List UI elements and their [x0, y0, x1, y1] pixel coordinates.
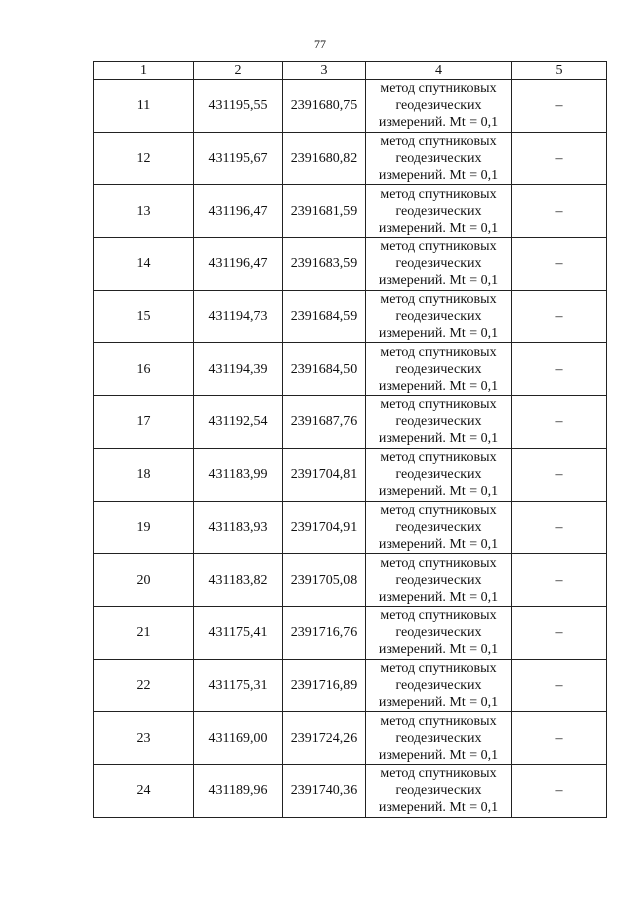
method-cell: [366, 185, 512, 238]
method-line-2: геодезических: [395, 98, 482, 114]
table-row: [94, 712, 607, 765]
method-line-1: метод спутниковых: [380, 555, 497, 571]
method-line-2: геодезических: [395, 467, 482, 483]
point-number-cell: 18: [94, 448, 194, 501]
method-line-3: измерений. Mt = 0,1: [378, 589, 499, 605]
method-line-1: метод спутниковых: [380, 660, 497, 676]
header-col-4: 4: [366, 62, 512, 80]
x-coordinate-cell: 431195,55: [194, 80, 283, 133]
method-line-2: геодезических: [395, 730, 482, 746]
point-number-cell: 24: [94, 764, 194, 817]
extra-cell: –: [512, 238, 607, 291]
point-number-cell: 22: [94, 659, 194, 712]
page-number: 77: [314, 37, 326, 51]
method-cell: [366, 448, 512, 501]
method-line-2: геодезических: [395, 783, 482, 799]
method-cell: [366, 396, 512, 449]
method-line-3: измерений. Mt = 0,1: [378, 800, 499, 816]
y-coordinate-cell: 2391681,59: [283, 185, 366, 238]
table-row: [94, 554, 607, 607]
table-row: [94, 80, 607, 133]
x-coordinate-cell: 431189,96: [194, 764, 283, 817]
method-line-1: метод спутниковых: [380, 397, 497, 413]
method-line-3: измерений. Mt = 0,1: [378, 168, 499, 184]
point-number-cell: 20: [94, 554, 194, 607]
method-line-2: геодезических: [395, 151, 482, 167]
method-line-2: геодезических: [395, 625, 482, 641]
method-line-2: геодезических: [395, 203, 482, 219]
method-line-3: измерений. Mt = 0,1: [378, 326, 499, 342]
x-coordinate-cell: 431169,00: [194, 712, 283, 765]
table-row: [94, 501, 607, 554]
extra-cell: –: [512, 185, 607, 238]
method-line-1: метод спутниковых: [380, 502, 497, 518]
point-number-cell: 15: [94, 290, 194, 343]
extra-cell: –: [512, 764, 607, 817]
method-line-1: метод спутниковых: [380, 134, 497, 150]
extra-cell: –: [512, 659, 607, 712]
method-cell: [366, 606, 512, 659]
coordinates-table-body: [94, 62, 607, 818]
method-line-3: измерений. Mt = 0,1: [378, 431, 499, 447]
method-cell: [366, 80, 512, 133]
table-row: [94, 606, 607, 659]
table-row: [94, 343, 607, 396]
extra-cell: –: [512, 606, 607, 659]
method-line-3: измерений. Mt = 0,1: [378, 536, 499, 552]
method-line-3: измерений. Mt = 0,1: [378, 273, 499, 289]
table-row: [94, 764, 607, 817]
method-cell: [366, 343, 512, 396]
y-coordinate-cell: 2391680,75: [283, 80, 366, 133]
method-line-2: геодезических: [395, 256, 482, 272]
extra-cell: –: [512, 80, 607, 133]
x-coordinate-cell: 431196,47: [194, 185, 283, 238]
method-line-1: метод спутниковых: [380, 766, 497, 782]
method-line-2: геодезических: [395, 309, 482, 325]
point-number-cell: 11: [94, 80, 194, 133]
y-coordinate-cell: 2391705,08: [283, 554, 366, 607]
x-coordinate-cell: 431183,82: [194, 554, 283, 607]
y-coordinate-cell: 2391724,26: [283, 712, 366, 765]
y-coordinate-cell: 2391684,50: [283, 343, 366, 396]
method-line-3: измерений. Mt = 0,1: [378, 642, 499, 658]
extra-cell: –: [512, 396, 607, 449]
method-line-3: измерений. Mt = 0,1: [378, 484, 499, 500]
method-line-3: измерений. Mt = 0,1: [378, 115, 499, 131]
table-row: [94, 448, 607, 501]
extra-cell: –: [512, 448, 607, 501]
coordinates-table: [93, 61, 607, 818]
header-col-5: 5: [512, 62, 607, 80]
point-number-cell: 17: [94, 396, 194, 449]
x-coordinate-cell: 431183,93: [194, 501, 283, 554]
method-line-2: геодезических: [395, 519, 482, 535]
method-cell: [366, 238, 512, 291]
x-coordinate-cell: 431194,39: [194, 343, 283, 396]
x-coordinate-cell: 431192,54: [194, 396, 283, 449]
y-coordinate-cell: 2391680,82: [283, 132, 366, 185]
y-coordinate-cell: 2391740,36: [283, 764, 366, 817]
y-coordinate-cell: 2391716,76: [283, 606, 366, 659]
point-number-cell: 16: [94, 343, 194, 396]
method-cell: [366, 764, 512, 817]
point-number-cell: 12: [94, 132, 194, 185]
y-coordinate-cell: 2391704,81: [283, 448, 366, 501]
method-line-3: измерений. Mt = 0,1: [378, 220, 499, 236]
method-line-1: метод спутниковых: [380, 292, 497, 308]
x-coordinate-cell: 431175,31: [194, 659, 283, 712]
extra-cell: –: [512, 343, 607, 396]
method-line-1: метод спутниковых: [380, 713, 497, 729]
method-cell: [366, 501, 512, 554]
method-cell: [366, 132, 512, 185]
extra-cell: –: [512, 290, 607, 343]
header-col-3: 3: [283, 62, 366, 80]
extra-cell: –: [512, 712, 607, 765]
method-cell: [366, 712, 512, 765]
method-line-3: измерений. Mt = 0,1: [378, 694, 499, 710]
table-row: [94, 238, 607, 291]
point-number-cell: 19: [94, 501, 194, 554]
method-line-1: метод спутниковых: [380, 81, 497, 97]
table-row: [94, 132, 607, 185]
method-line-1: метод спутниковых: [380, 344, 497, 360]
x-coordinate-cell: 431196,47: [194, 238, 283, 291]
method-line-2: геодезических: [395, 361, 482, 377]
point-number-cell: 14: [94, 238, 194, 291]
extra-cell: –: [512, 132, 607, 185]
y-coordinate-cell: 2391684,59: [283, 290, 366, 343]
method-line-1: метод спутниковых: [380, 450, 497, 466]
extra-cell: –: [512, 554, 607, 607]
method-line-1: метод спутниковых: [380, 186, 497, 202]
method-line-2: геодезических: [395, 414, 482, 430]
x-coordinate-cell: 431195,67: [194, 132, 283, 185]
table-row: [94, 659, 607, 712]
table-row: [94, 396, 607, 449]
header-col-2: 2: [194, 62, 283, 80]
method-line-1: метод спутниковых: [380, 608, 497, 624]
table-row: [94, 290, 607, 343]
point-number-cell: 13: [94, 185, 194, 238]
method-cell: [366, 290, 512, 343]
method-line-3: измерений. Mt = 0,1: [378, 378, 499, 394]
table-header-row: [94, 62, 607, 80]
point-number-cell: 21: [94, 606, 194, 659]
table-row: [94, 185, 607, 238]
y-coordinate-cell: 2391683,59: [283, 238, 366, 291]
x-coordinate-cell: 431175,41: [194, 606, 283, 659]
method-cell: [366, 659, 512, 712]
x-coordinate-cell: 431183,99: [194, 448, 283, 501]
method-line-3: измерений. Mt = 0,1: [378, 747, 499, 763]
method-line-1: метод спутниковых: [380, 239, 497, 255]
method-cell: [366, 554, 512, 607]
method-line-2: геодезических: [395, 677, 482, 693]
x-coordinate-cell: 431194,73: [194, 290, 283, 343]
extra-cell: –: [512, 501, 607, 554]
point-number-cell: 23: [94, 712, 194, 765]
header-col-1: 1: [94, 62, 194, 80]
y-coordinate-cell: 2391687,76: [283, 396, 366, 449]
y-coordinate-cell: 2391704,91: [283, 501, 366, 554]
method-line-2: геодезических: [395, 572, 482, 588]
y-coordinate-cell: 2391716,89: [283, 659, 366, 712]
